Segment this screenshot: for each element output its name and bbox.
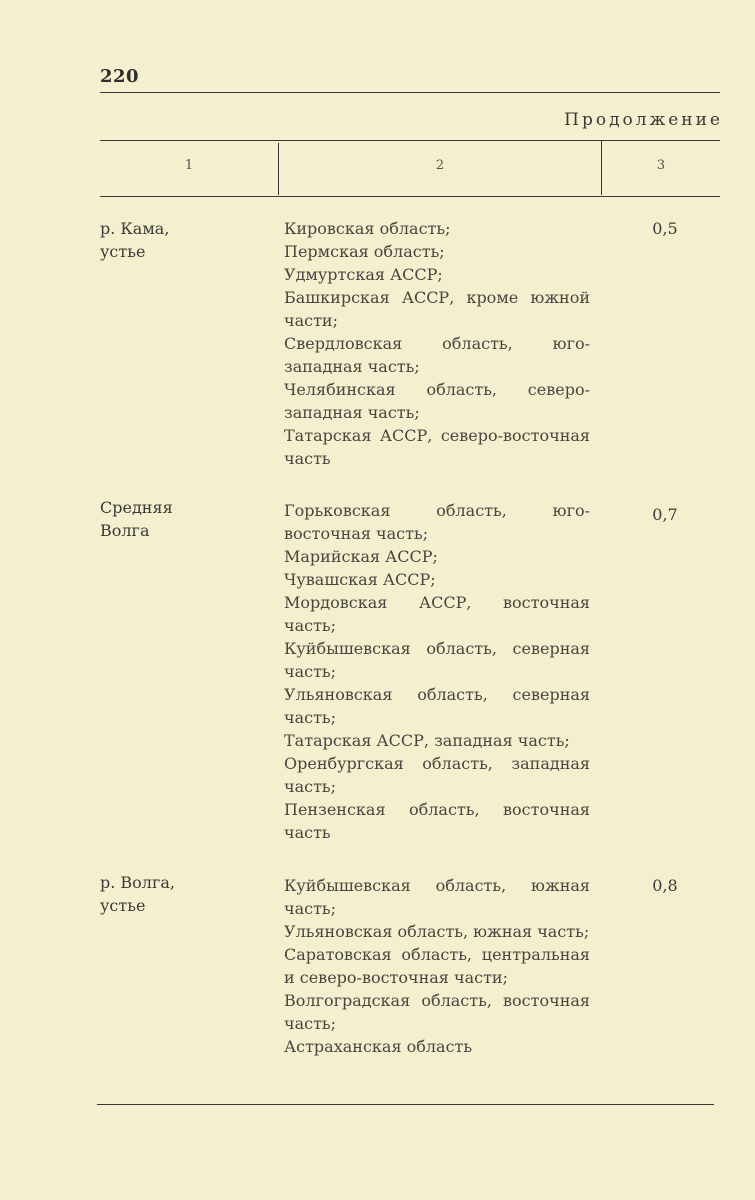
area-item: Мордовская АССР, восточная часть; bbox=[284, 593, 590, 635]
river-section-cell bbox=[100, 217, 270, 263]
area-item: Саратовская область, центральная и северо-восточная части; bbox=[284, 945, 590, 987]
river-section-cell bbox=[100, 496, 270, 542]
river-section-line: р. Кама, bbox=[100, 219, 170, 238]
area-item: Оренбургская область, западная часть; bbox=[284, 754, 590, 796]
table-bottom-rule bbox=[97, 1104, 714, 1105]
area-item: Удмуртская АССР; bbox=[284, 265, 443, 284]
area-item: Горьковская область, юго-восточная часть; bbox=[284, 501, 590, 543]
areas-cell bbox=[284, 499, 590, 844]
area-item: Куйбышевская область, северная часть; bbox=[284, 639, 590, 681]
area-item: Челябинская область, северо-западная часть; bbox=[284, 380, 590, 422]
area-item: Волгоградская область, восточная часть; bbox=[284, 991, 590, 1033]
river-section-line: Средняя bbox=[100, 498, 173, 517]
column-header-1: 1 bbox=[184, 158, 194, 173]
river-section-line: устье bbox=[100, 242, 146, 261]
area-item: Башкирская АССР, кроме южной части; bbox=[284, 288, 590, 330]
continuation-label: Продолжение bbox=[564, 110, 723, 130]
area-item: Марийская АССР; bbox=[284, 547, 438, 566]
table-header-top-rule bbox=[100, 140, 720, 141]
area-item: Кировская область; bbox=[284, 219, 451, 238]
area-item: Куйбышевская область, южная часть; bbox=[284, 876, 590, 918]
value-cell: 0,8 bbox=[652, 876, 678, 895]
river-section-line: р. Волга, bbox=[100, 873, 175, 892]
value-cell: 0,5 bbox=[652, 219, 678, 238]
column-header-2: 2 bbox=[435, 158, 445, 173]
page-number: 220 bbox=[100, 66, 140, 87]
area-item: Свердловская область, юго-западная часть; bbox=[284, 334, 590, 376]
river-section-line: устье bbox=[100, 896, 146, 915]
area-item: Ульяновская область, северная часть; bbox=[284, 685, 590, 727]
table-header-bottom-rule bbox=[100, 196, 720, 197]
value-cell: 0,7 bbox=[652, 505, 678, 524]
river-section-line: Волга bbox=[100, 521, 150, 540]
areas-cell bbox=[284, 217, 590, 470]
area-item: Ульяновская область, южная часть; bbox=[284, 922, 590, 941]
top-rule bbox=[100, 92, 720, 93]
area-item: Татарская АССР, западная часть; bbox=[284, 731, 570, 750]
area-item: Пермская область; bbox=[284, 242, 445, 261]
area-item: Татарская АССР, северо-восточная часть bbox=[284, 426, 590, 468]
area-item: Пензенская область, восточная часть bbox=[284, 800, 590, 842]
areas-cell bbox=[284, 874, 590, 1058]
river-section-cell bbox=[100, 871, 270, 917]
column-header-3: 3 bbox=[656, 158, 666, 173]
area-item: Астраханская область bbox=[284, 1037, 473, 1056]
area-item: Чувашская АССР; bbox=[284, 570, 436, 589]
